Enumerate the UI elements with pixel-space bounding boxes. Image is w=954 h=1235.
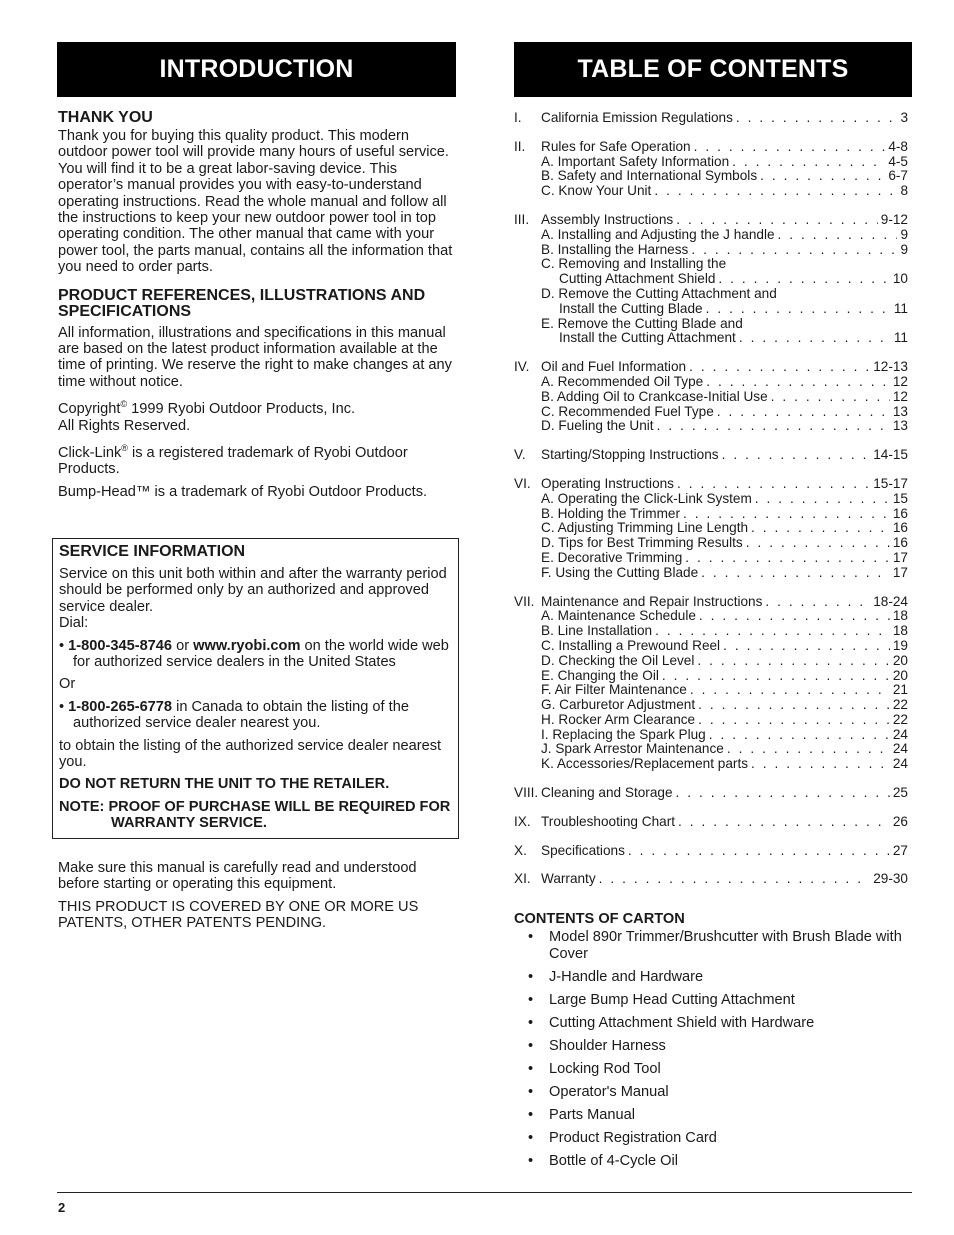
toc-page-number: 16 bbox=[892, 520, 908, 536]
toc-entry[interactable] bbox=[514, 360, 908, 375]
toc-subentry[interactable] bbox=[514, 757, 908, 772]
toc-subentry[interactable] bbox=[514, 654, 908, 669]
toc-subentry[interactable] bbox=[514, 536, 908, 551]
copyright-prefix: Copyright bbox=[58, 401, 121, 418]
table-of-contents-banner bbox=[514, 42, 912, 97]
toc-subentry-label: A. Installing and Adjusting the J handle bbox=[541, 226, 775, 242]
toc-subentry[interactable] bbox=[514, 624, 908, 639]
page-number: 2 bbox=[58, 1200, 66, 1215]
obtain-listing-text: to obtain the listing of the authorized service dealer nearest you. bbox=[59, 737, 442, 771]
toc-subentry-label: D. Checking the Oil Level bbox=[541, 652, 695, 668]
toc-leader-dots bbox=[662, 669, 890, 684]
toc-entry[interactable] bbox=[514, 140, 908, 155]
toc-subentry[interactable] bbox=[514, 184, 908, 199]
toc-section bbox=[514, 595, 908, 773]
toc-leader-dots bbox=[678, 815, 890, 830]
toc-section-label: Oil and Fuel Information bbox=[541, 359, 687, 375]
toc-leader-dots bbox=[760, 169, 885, 184]
bullet-icon: • bbox=[528, 929, 534, 946]
toc-section bbox=[514, 213, 908, 346]
copyright-symbol: © bbox=[120, 399, 128, 410]
click-link-trademark bbox=[58, 440, 456, 478]
thank-you-heading: THANK YOU bbox=[58, 109, 153, 126]
canada-phone-suffix: in Canada to obtain the listing of the authorized service dealer nearest you. bbox=[73, 698, 409, 732]
toc-section bbox=[514, 448, 908, 463]
read-manual-text: Make sure this manual is carefully read and understood before starting or operating this equipment. bbox=[58, 860, 417, 893]
toc-subentry-label: I. Replacing the Spark Plug bbox=[541, 726, 706, 742]
toc-subentry[interactable] bbox=[514, 698, 908, 713]
toc-page-number: 22 bbox=[892, 697, 908, 713]
toc-entry[interactable] bbox=[514, 213, 908, 228]
toc-subentry[interactable] bbox=[514, 669, 908, 684]
introduction-title: INTRODUCTION bbox=[159, 55, 354, 83]
carton-item-text: Operator's Manual bbox=[549, 1083, 669, 1100]
toc-section-label: Troubleshooting Chart bbox=[541, 813, 675, 829]
toc-leader-dots bbox=[689, 360, 870, 375]
toc-page-number: 9-12 bbox=[880, 211, 908, 227]
toc-subentry[interactable] bbox=[514, 742, 908, 757]
toc-subentry[interactable] bbox=[514, 566, 908, 581]
toc-subentry[interactable] bbox=[514, 243, 908, 258]
toc-leader-dots bbox=[657, 419, 890, 434]
toc-subentry-label: Install the Cutting Attachment bbox=[559, 330, 736, 346]
toc-page-number: 13 bbox=[892, 403, 908, 419]
carton-item bbox=[514, 1015, 908, 1031]
toc-subentry[interactable] bbox=[514, 728, 908, 743]
toc-leader-dots bbox=[683, 507, 890, 522]
toc-page-number: 6-7 bbox=[888, 168, 908, 184]
carton-item-text: Shoulder Harness bbox=[549, 1037, 666, 1054]
toc-page-number: 4-5 bbox=[888, 153, 908, 169]
toc-page-number: 18-24 bbox=[873, 593, 908, 609]
us-service-line bbox=[59, 638, 451, 671]
toc-leader-dots bbox=[694, 140, 886, 155]
toc-page-number: 15-17 bbox=[873, 475, 908, 491]
carton-item-text: Locking Rod Tool bbox=[549, 1060, 661, 1077]
bullet-icon: • bbox=[528, 1014, 534, 1031]
toc-subentry-label: K. Accessories/Replacement parts bbox=[541, 756, 749, 772]
toc-subentry-label: C. Know Your Unit bbox=[541, 183, 652, 199]
toc-entry[interactable] bbox=[514, 844, 908, 859]
toc-page-number: 8 bbox=[900, 183, 908, 199]
toc-subentry[interactable] bbox=[514, 492, 908, 507]
bullet-icon: • bbox=[528, 1106, 534, 1123]
service-information-box bbox=[52, 538, 459, 839]
toc-page-number: 24 bbox=[892, 756, 908, 772]
service-information-text: Service on this unit both within and after the warranty period should be performed only by an authorized and approved service dealer. bbox=[59, 566, 447, 615]
introduction-banner bbox=[57, 42, 456, 97]
bullet-icon: • bbox=[528, 1152, 534, 1169]
toc-subentry[interactable] bbox=[514, 228, 908, 243]
toc-section-number: VIII. bbox=[514, 785, 539, 801]
carton-item bbox=[514, 1038, 908, 1054]
toc-section-number: VI. bbox=[514, 475, 531, 491]
toc-page-number: 11 bbox=[893, 300, 908, 316]
toc-entry[interactable] bbox=[514, 477, 908, 492]
toc-subentry-label: C. Removing and Installing the bbox=[541, 256, 727, 272]
patents-text: THIS PRODUCT IS COVERED BY ONE OR MORE US PATENTS, OTHER PATENTS PENDING. bbox=[58, 898, 419, 932]
toc-leader-dots bbox=[706, 375, 890, 390]
do-not-return-warning: DO NOT RETURN THE UNIT TO THE RETAILER. bbox=[59, 776, 390, 793]
toc-subentry-label: D. Remove the Cutting Attachment and bbox=[541, 285, 777, 301]
toc-section bbox=[514, 360, 908, 434]
toc-leader-dots bbox=[685, 551, 890, 566]
bullet-icon: • bbox=[528, 1060, 534, 1077]
toc-leader-dots bbox=[690, 683, 890, 698]
carton-item bbox=[514, 992, 908, 1008]
toc-page-number: 21 bbox=[892, 682, 908, 698]
toc-subentry-continuation[interactable] bbox=[514, 302, 908, 317]
toc-page-number: 17 bbox=[892, 564, 908, 580]
toc-leader-dots bbox=[677, 477, 870, 492]
bullet-icon: • bbox=[528, 968, 534, 985]
toc-subentry[interactable] bbox=[514, 169, 908, 184]
toc-page-number: 19 bbox=[892, 637, 908, 653]
toc-page-number: 9 bbox=[900, 226, 908, 242]
toc-leader-dots bbox=[739, 331, 891, 346]
carton-items-list bbox=[514, 929, 908, 1169]
canada-phone-number: 1-800-265-6778 bbox=[68, 698, 173, 715]
carton-item bbox=[514, 1153, 908, 1169]
toc-leader-dots bbox=[709, 728, 890, 743]
toc-subentry-label: C. Recommended Fuel Type bbox=[541, 403, 714, 419]
table-of-contents-list bbox=[514, 111, 908, 901]
toc-subentry-label: D. Fueling the Unit bbox=[541, 418, 654, 434]
toc-section-number: XI. bbox=[514, 871, 531, 887]
toc-subentry-label: B. Holding the Trimmer bbox=[541, 505, 681, 521]
toc-leader-dots bbox=[699, 609, 890, 624]
toc-page-number: 9 bbox=[900, 241, 908, 257]
copyright-notice bbox=[58, 396, 456, 417]
toc-entry[interactable] bbox=[514, 111, 908, 126]
toc-leader-dots bbox=[778, 228, 898, 243]
toc-section bbox=[514, 815, 908, 830]
click-link-prefix: Click-Link bbox=[58, 444, 122, 461]
toc-section-label: Rules for Safe Operation bbox=[541, 138, 691, 154]
footer-divider bbox=[57, 1192, 912, 1193]
registered-symbol: ® bbox=[121, 442, 128, 453]
toc-leader-dots bbox=[751, 521, 890, 536]
proof-of-purchase-note: NOTE: PROOF OF PURCHASE WILL BE REQUIRED FOR WARRANTY SERVICE. bbox=[59, 798, 451, 832]
toc-section-label: Assembly Instructions bbox=[541, 211, 674, 227]
toc-entry[interactable] bbox=[514, 872, 908, 887]
bullet-icon: • bbox=[528, 1083, 534, 1100]
toc-page-number: 10 bbox=[892, 271, 908, 287]
toc-page-number: 26 bbox=[892, 813, 908, 829]
toc-subentry[interactable] bbox=[514, 405, 908, 420]
toc-subentry-label: D. Tips for Best Trimming Results bbox=[541, 535, 743, 551]
all-rights-reserved: All Rights Reserved. bbox=[58, 417, 191, 434]
toc-section-label: Maintenance and Repair Instructions bbox=[541, 593, 763, 609]
carton-item-text: Large Bump Head Cutting Attachment bbox=[549, 991, 795, 1008]
carton-item bbox=[514, 1107, 908, 1123]
carton-item bbox=[514, 1130, 908, 1146]
toc-leader-dots bbox=[654, 184, 897, 199]
bullet-icon: • bbox=[528, 1037, 534, 1054]
toc-leader-dots bbox=[727, 742, 890, 757]
toc-subentry[interactable] bbox=[514, 155, 908, 170]
toc-page-number: 24 bbox=[892, 726, 908, 742]
toc-section-number: V. bbox=[514, 447, 526, 463]
toc-page-number: 15 bbox=[892, 490, 908, 506]
toc-section bbox=[514, 786, 908, 801]
toc-section bbox=[514, 111, 908, 126]
toc-entry[interactable] bbox=[514, 595, 908, 610]
toc-leader-dots bbox=[751, 757, 890, 772]
toc-leader-dots bbox=[655, 624, 890, 639]
toc-entry[interactable] bbox=[514, 786, 908, 801]
carton-item bbox=[514, 1061, 908, 1077]
toc-subentry-label: F. Using the Cutting Blade bbox=[541, 564, 699, 580]
toc-subentry[interactable] bbox=[514, 683, 908, 698]
toc-subentry[interactable] bbox=[514, 507, 908, 522]
toc-page-number: 22 bbox=[892, 711, 908, 727]
toc-leader-dots bbox=[722, 448, 871, 463]
closing-notes bbox=[58, 860, 456, 938]
carton-item-text: Bottle of 4-Cycle Oil bbox=[549, 1152, 678, 1169]
toc-subentry[interactable] bbox=[514, 713, 908, 728]
toc-leader-dots bbox=[771, 390, 890, 405]
toc-section-label: California Emission Regulations bbox=[541, 110, 733, 125]
toc-page-number: 25 bbox=[892, 785, 908, 801]
toc-subentry-continuation[interactable] bbox=[514, 331, 908, 346]
toc-subentry-label: Install the Cutting Blade bbox=[559, 300, 703, 316]
toc-section bbox=[514, 140, 908, 199]
toc-section-number: II. bbox=[514, 138, 526, 154]
contents-of-carton-heading: CONTENTS OF CARTON bbox=[514, 911, 685, 927]
bullet-icon: • bbox=[59, 698, 65, 715]
toc-subentry-label: A. Important Safety Information bbox=[541, 153, 730, 169]
toc-page-number: 4-8 bbox=[888, 138, 908, 154]
toc-page-number: 3 bbox=[900, 110, 908, 125]
toc-section-number: IV. bbox=[514, 359, 530, 375]
toc-subentry-label: E. Decorative Trimming bbox=[541, 549, 683, 565]
table-of-contents-title: TABLE OF CONTENTS bbox=[577, 55, 849, 83]
toc-section bbox=[514, 844, 908, 859]
toc-subentry-continuation[interactable] bbox=[514, 272, 908, 287]
toc-page-number: 11 bbox=[893, 330, 908, 346]
carton-item-text: Product Registration Card bbox=[549, 1129, 717, 1146]
toc-page-number: 12 bbox=[892, 373, 908, 389]
toc-page-number: 16 bbox=[892, 535, 908, 551]
carton-item-text: Parts Manual bbox=[549, 1106, 635, 1123]
toc-section bbox=[514, 872, 908, 887]
toc-leader-dots bbox=[732, 155, 885, 170]
toc-subentry-label: A. Recommended Oil Type bbox=[541, 373, 704, 389]
carton-item-text: J-Handle and Hardware bbox=[549, 968, 704, 985]
toc-subentry[interactable] bbox=[514, 419, 908, 434]
toc-page-number: 16 bbox=[892, 505, 908, 521]
bullet-icon: • bbox=[528, 1129, 534, 1146]
carton-item-text: Cutting Attachment Shield with Hardware bbox=[549, 1014, 815, 1031]
toc-leader-dots bbox=[746, 536, 890, 551]
toc-leader-dots bbox=[676, 213, 878, 228]
toc-subentry[interactable] bbox=[514, 257, 908, 272]
toc-page-number: 13 bbox=[892, 418, 908, 434]
toc-page-number: 20 bbox=[892, 652, 908, 668]
toc-subentry-label: B. Adding Oil to Crankcase-Initial Use bbox=[541, 388, 768, 404]
toc-page-number: 17 bbox=[892, 549, 908, 565]
toc-page-number: 29-30 bbox=[873, 871, 908, 887]
carton-item bbox=[514, 1084, 908, 1100]
toc-section-number: X. bbox=[514, 842, 527, 858]
toc-subentry[interactable] bbox=[514, 375, 908, 390]
toc-section bbox=[514, 477, 908, 581]
or-word: or bbox=[172, 637, 194, 654]
toc-leader-dots bbox=[691, 243, 897, 258]
toc-leader-dots bbox=[736, 111, 898, 126]
toc-subentry-label: E. Remove the Cutting Blade and bbox=[541, 315, 743, 331]
bump-head-trademark: Bump-Head™ is a trademark of Ryobi Outdoor Products. bbox=[58, 483, 428, 500]
toc-subentry[interactable] bbox=[514, 639, 908, 654]
toc-page-number: 24 bbox=[892, 741, 908, 757]
toc-leader-dots bbox=[698, 713, 890, 728]
toc-subentry[interactable] bbox=[514, 521, 908, 536]
toc-section-number: III. bbox=[514, 211, 530, 227]
toc-page-number: 18 bbox=[892, 608, 908, 624]
toc-leader-dots bbox=[701, 566, 890, 581]
toc-leader-dots bbox=[765, 595, 870, 610]
carton-item bbox=[514, 929, 908, 962]
product-references-text: All information, illustrations and specifications in this manual are based on the latest product information available at the time of printing. We reserve the right to make changes at any time without notice. bbox=[58, 324, 452, 390]
product-references-heading: PRODUCT REFERENCES, ILLUSTRATIONS AND SPECIFICATIONS bbox=[58, 286, 426, 320]
toc-subentry-label: B. Line Installation bbox=[541, 623, 653, 639]
toc-section-number: I. bbox=[514, 110, 522, 125]
toc-subentry[interactable] bbox=[514, 317, 908, 332]
toc-entry[interactable] bbox=[514, 815, 908, 830]
carton-item-text: Model 890r Trimmer/Brushcutter with Brush Blade with Cover bbox=[549, 929, 902, 962]
dial-label: Dial: bbox=[59, 615, 89, 632]
toc-subentry-label: F. Air Filter Maintenance bbox=[541, 682, 687, 698]
toc-subentry-label: B. Installing the Harness bbox=[541, 241, 689, 257]
toc-subentry[interactable] bbox=[514, 609, 908, 624]
ryobi-website: www.ryobi.com bbox=[193, 637, 301, 654]
or-line: Or bbox=[59, 676, 76, 693]
toc-subentry-label: E. Changing the Oil bbox=[541, 667, 659, 683]
bullet-icon: • bbox=[59, 637, 65, 654]
us-phone-suffix: on the world wide web for authorized service dealers in the United States bbox=[73, 637, 449, 671]
toc-subentry-label: Cutting Attachment Shield bbox=[559, 271, 716, 287]
toc-leader-dots bbox=[718, 272, 889, 287]
toc-section-number: IX. bbox=[514, 813, 531, 829]
toc-section-label: Warranty bbox=[541, 871, 596, 887]
bullet-icon: • bbox=[528, 991, 534, 1008]
toc-subentry-label: C. Adjusting Trimming Line Length bbox=[541, 520, 749, 536]
toc-leader-dots bbox=[676, 786, 890, 801]
toc-subentry-label: G. Carburetor Adjustment bbox=[541, 697, 696, 713]
toc-subentry-label: A. Maintenance Schedule bbox=[541, 608, 696, 624]
toc-section-number: VII. bbox=[514, 593, 535, 609]
toc-leader-dots bbox=[723, 639, 890, 654]
toc-entry[interactable] bbox=[514, 448, 908, 463]
toc-leader-dots bbox=[599, 872, 871, 887]
toc-subentry-label: A. Operating the Click-Link System bbox=[541, 490, 752, 506]
toc-subentry-label: J. Spark Arrestor Maintenance bbox=[541, 741, 724, 757]
toc-page-number: 20 bbox=[892, 667, 908, 683]
toc-leader-dots bbox=[698, 698, 890, 713]
us-phone-number: 1-800-345-8746 bbox=[68, 637, 173, 654]
toc-leader-dots bbox=[717, 405, 890, 420]
toc-subentry-label: H. Rocker Arm Clearance bbox=[541, 711, 696, 727]
toc-section-label: Operating Instructions bbox=[541, 475, 674, 491]
toc-leader-dots bbox=[755, 492, 890, 507]
toc-subentry[interactable] bbox=[514, 390, 908, 405]
toc-page-number: 18 bbox=[892, 623, 908, 639]
click-link-suffix: is a registered trademark of Ryobi Outdoor Products. bbox=[58, 444, 408, 478]
service-information-heading: SERVICE INFORMATION bbox=[59, 543, 246, 560]
canada-service-line bbox=[59, 699, 451, 732]
carton-item bbox=[514, 969, 908, 985]
contents-of-carton-section bbox=[514, 911, 908, 1176]
toc-leader-dots bbox=[628, 844, 890, 859]
toc-subentry-label: C. Installing a Prewound Reel bbox=[541, 637, 721, 653]
toc-leader-dots bbox=[706, 302, 891, 317]
introduction-section bbox=[58, 110, 456, 506]
toc-subentry-label: B. Safety and International Symbols bbox=[541, 168, 758, 184]
toc-page-number: 12-13 bbox=[873, 359, 908, 375]
copyright-suffix: 1999 Ryobi Outdoor Products, Inc. bbox=[127, 401, 356, 418]
toc-section-label: Cleaning and Storage bbox=[541, 785, 673, 801]
toc-page-number: 27 bbox=[892, 842, 908, 858]
toc-page-number: 12 bbox=[892, 388, 908, 404]
toc-subentry[interactable] bbox=[514, 551, 908, 566]
toc-page-number: 14-15 bbox=[873, 447, 908, 463]
thank-you-text: Thank you for buying this quality product. This modern outdoor power tool will provide many hours of useful service. You will find it to be a great labor-saving device. This operator’s manual provides you with easy-to-understand operating instructions. Read the whole manual and follow all the instructions to keep your new outdoor power tool in top operating condition. The other manual that came with your power tool, the parts manual, contains all the information that you need to order parts. bbox=[58, 128, 453, 276]
toc-subentry[interactable] bbox=[514, 287, 908, 302]
toc-leader-dots bbox=[697, 654, 889, 669]
toc-section-label: Specifications bbox=[541, 842, 625, 858]
toc-section-label: Starting/Stopping Instructions bbox=[541, 447, 719, 463]
